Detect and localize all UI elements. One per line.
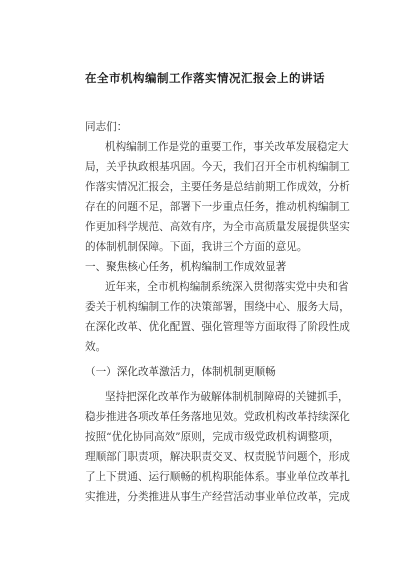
body-line: 作落实情况汇报会，主要任务是总结前期工作成效，分析	[85, 181, 350, 193]
body-line: 存在的问题不足，部署下一步重点任务，推动机构编制工	[85, 201, 350, 213]
document-title: 在全市机构编制工作落实情况汇报会上的讲话	[85, 71, 325, 85]
body-line: 机构编制工作是党的重要工作，事关改革发展稳定大	[105, 141, 349, 153]
body-line: 坚持把深化改革作为破解体制机制障碍的关键抓手，	[105, 391, 349, 403]
body-line: 在深化改革、优化配置、强化管理等方面取得了阶段性成	[85, 321, 350, 333]
body-line: 效。	[85, 341, 107, 353]
body-line: 实推进，分类推进从事生产经营活动事业单位改革，完成	[85, 491, 350, 503]
salutation: 同志们：	[85, 121, 128, 133]
body-line: 作更加科学规范、高效有序，为全市高质量发展提供坚实	[85, 221, 350, 233]
body-line: 稳步推进各项改革任务落地见效。党政机构改革持续深化	[85, 411, 350, 423]
body-line: 委关于机构编制工作的决策部署，围绕中心、服务大局，	[85, 301, 350, 313]
body-line: 局，关乎执政根基巩固。今天，我们召开全市机构编制工	[85, 161, 350, 173]
body-line: 近年来，全市机构编制系统深入贯彻落实党中央和省	[105, 281, 349, 293]
section-heading-1: 一、聚焦核心任务，机构编制工作成效显著	[85, 261, 287, 273]
body-line: 理顺部门职责项，解决职责交叉、权责脱节问题个，形成	[85, 451, 350, 463]
subsection-heading-1: （一）深化改革激活力，体制机制更顺畅	[85, 366, 276, 378]
body-line: 按照“优化协同高效”原则，完成市级党政机构调整项，	[85, 431, 340, 443]
body-line: 的体制机制保障。下面，我讲三个方面的意见。	[85, 241, 308, 253]
body-line: 了上下贯通、运行顺畅的机构职能体系。事业单位改革扎	[85, 471, 350, 483]
